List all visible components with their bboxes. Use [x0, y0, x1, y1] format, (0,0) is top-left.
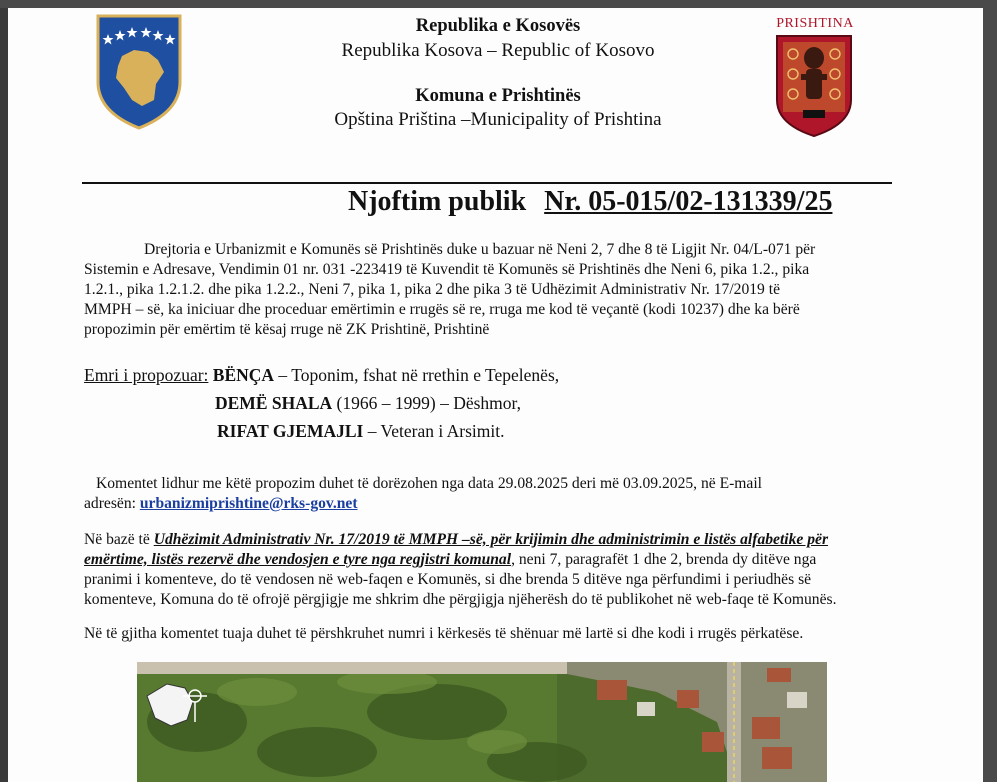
proposal-label: Emri i propozuar:: [84, 365, 209, 385]
header-municipality-sq: Komuna e Prishtinës: [415, 86, 581, 106]
comments-line: Komentet lidhur me këtë propozim duhet të dorëzohen nga data 29.08.2025 deri më 03.09.2025, në E-mail: [96, 475, 763, 492]
title-main: Njoftim publik: [348, 186, 527, 217]
comments-paragraph: [84, 474, 890, 514]
document-page: [8, 8, 983, 782]
header-municipality-multilang: Opština Priština –Municipality of Prishtina: [334, 109, 662, 130]
legal-reference: Udhëzimit Administrativ Nr. 17/2019 të MMPH –së, për krijimin dhe administrimin e listës alfabetike për: [153, 531, 829, 548]
proposal-desc: (1966 – 1999) – Dëshmor,: [332, 393, 522, 413]
document-title: [348, 186, 832, 218]
legal-reference: emërtime, listës rezervë dhe vendosjen e tyre nga regjistri komunal: [84, 551, 512, 568]
proposal-name: RIFAT GJEMAJLI: [217, 421, 364, 441]
header-republic-sq: Republika e Kosovës: [415, 16, 581, 36]
proposal-name: BËNÇA: [212, 365, 275, 385]
proposal-desc: – Veteran i Arsimit.: [363, 421, 505, 441]
proposal-row: [217, 421, 504, 442]
legal-prefix: Në bazë të: [84, 531, 154, 548]
intro-line: MMPH – së, ka iniciuar dhe proceduar emërtimin e rrugës së re, rruga me kod të veçantë (kodi 10237) dhe ka bërë: [84, 301, 800, 318]
intro-line: 1.2.1., pika 1.2.1.2. dhe pika 1.2.2., Neni 7, pika 1, pika 2 dhe pika 3 të Udhëzimit Administrativ Nr. 17/2019 të: [84, 281, 780, 298]
title-number: Nr. 05-015/02-131339/25: [544, 186, 833, 217]
closing-paragraph: Në të gjitha komentet tuaja duhet të përshkruhet numri i kërkesës të shënuar më lartë si dhe kodi i rrugës përkatëse.: [84, 625, 804, 642]
proposal-row: [84, 365, 559, 386]
intro-line: propozimin për emërtim të kësaj rruge në ZK Prishtinë, Prishtinë: [84, 321, 490, 338]
viewer-top-border: [0, 0, 997, 8]
aerial-map-image: [137, 662, 827, 782]
prishtina-coat-of-arms-icon: [773, 14, 855, 138]
comments-prefix: adresën:: [84, 495, 140, 512]
proposal-desc: – Toponim, fshat në rrethin e Tepelenës,: [274, 365, 560, 385]
prishtina-emblem-label: PRISHTINA: [776, 16, 854, 31]
header-republic-multilang: Republika Kosova – Republic of Kosovo: [341, 40, 655, 61]
legal-line: , neni 7, paragrafët 1 dhe 2, brenda dy ditëve nga: [511, 551, 817, 568]
header-divider: [82, 182, 892, 184]
email-link[interactable]: urbanizmiprishtine@rks-gov.net: [139, 495, 358, 512]
intro-paragraph: [84, 240, 890, 340]
intro-line: Sistemin e Adresave, Vendimin 01 nr. 031 -223419 të Kuvendit të Komunës së Prishtinës dhe Neni 6, pika 1.2., pika: [84, 261, 810, 278]
proposal-name: DEMË SHALA: [215, 393, 333, 413]
proposal-row: [215, 393, 521, 414]
kosovo-coat-of-arms-icon: [94, 12, 184, 130]
legal-line: komenteve, Komuna do të ofrojë përgjigje me shkrim dhe përgjigja njëherësh do të publikohet në web-faqe të Komunës.: [84, 591, 837, 608]
viewer-right-border: [983, 0, 997, 782]
intro-line: Drejtoria e Urbanizmit e Komunës së Prishtinës duke u bazuar në Neni 2, 7 dhe 8 të Ligjit Nr. 04/L-071 për: [144, 241, 816, 258]
legal-line: pranimi i komenteve, do të vendosen në web-faqen e Komunës, si dhe brenda 5 ditëve nga përfundimi i periudhës së: [84, 571, 812, 588]
legal-basis-paragraph: [84, 530, 890, 610]
